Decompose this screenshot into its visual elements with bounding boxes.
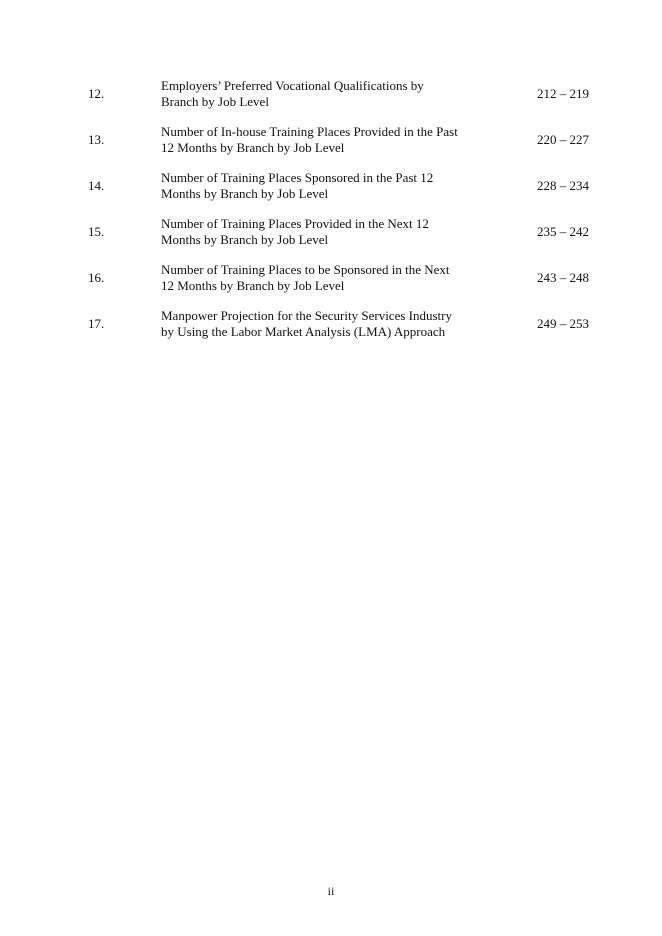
entry-title-line: Branch by Job Level <box>161 94 269 109</box>
toc-entry <box>0 305 662 351</box>
entry-title-line: Manpower Projection for the Security Services Industry <box>161 308 452 323</box>
toc-entry <box>0 213 662 259</box>
entry-page-range: 228 – 234 <box>537 178 589 193</box>
entry-title-line: 12 Months by Branch by Job Level <box>161 278 345 293</box>
toc-entry <box>0 167 662 213</box>
entry-number: 15. <box>88 224 105 239</box>
entry-title-line: by Using the Labor Market Analysis (LMA) Approach <box>161 324 446 339</box>
entry-title-line: Number of In-house Training Places Provided in the Past <box>161 124 458 139</box>
page-number: ii <box>327 884 335 898</box>
entry-number: 14. <box>88 178 105 193</box>
entry-title-line: Employers’ Preferred Vocational Qualifications by <box>161 78 424 93</box>
entry-number: 12. <box>88 86 105 101</box>
entry-title-line: Number of Training Places Provided in the Next 12 <box>161 216 429 231</box>
toc-entry <box>0 121 662 167</box>
entry-title-line: Months by Branch by Job Level <box>161 186 329 201</box>
entry-page-range: 212 – 219 <box>537 86 589 101</box>
entry-page-range: 235 – 242 <box>537 224 589 239</box>
entry-number: 16. <box>88 270 105 285</box>
entry-title-line: Months by Branch by Job Level <box>161 232 329 247</box>
entry-page-range: 243 – 248 <box>537 270 589 285</box>
entry-title-line: 12 Months by Branch by Job Level <box>161 140 345 155</box>
table-of-contents <box>0 75 662 351</box>
entry-title <box>161 216 491 248</box>
entry-page-range: 249 – 253 <box>537 316 589 331</box>
toc-entry <box>0 259 662 305</box>
entry-number: 17. <box>88 316 105 331</box>
toc-entry <box>0 75 662 121</box>
entry-title <box>161 262 491 294</box>
entry-title <box>161 308 491 340</box>
entry-title-line: Number of Training Places Sponsored in the Past 12 <box>161 170 434 185</box>
entry-title-line: Number of Training Places to be Sponsored in the Next <box>161 262 450 277</box>
entry-number: 13. <box>88 132 105 147</box>
entry-title <box>161 124 491 156</box>
entry-title <box>161 170 491 202</box>
entry-page-range: 220 – 227 <box>537 132 589 147</box>
entry-title <box>161 78 491 110</box>
